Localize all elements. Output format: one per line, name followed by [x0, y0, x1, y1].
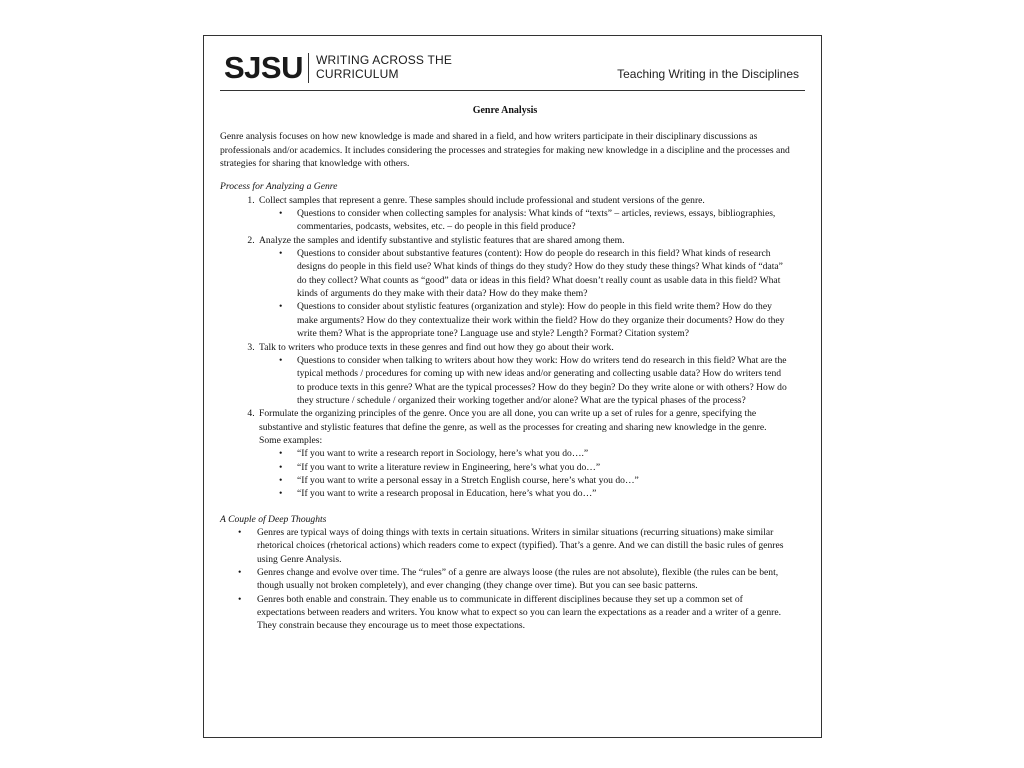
step-bullet-list [259, 207, 790, 234]
document-page [203, 35, 822, 738]
process-steps-list [220, 194, 790, 501]
step-text: Analyze the samples and identify substantive and stylistic features that are shared among them. [259, 234, 625, 246]
process-step [257, 194, 790, 234]
process-step [257, 341, 790, 408]
step-bullet: • Questions to consider about stylistic features (organization and style): How do people in this field write them? How do they make arguments? How do they contextualize their work within the field? How do they organize their documents? How do they write them? What is the appropriate tone? Language use and style? Length? Format? Citation system? [297, 300, 790, 340]
logo-subtitle-line1: WRITING ACROSS THE [316, 53, 453, 67]
logo-divider [308, 53, 309, 83]
header-title: Teaching Writing in the Disciplines [617, 67, 799, 81]
sjsu-logo: SJSU [224, 50, 303, 85]
step-bullet: • Questions to consider when collecting samples for analysis: What kinds of “texts” – articles, reviews, essays, bibliographies, commentaries, podcasts, websites, etc. – do people in this field produce? [297, 207, 790, 234]
step-bullet: • Questions to consider about substantive features (content): How do people do research in this field? What kinds of research designs do people in this field use? What kinds of things do they study? How do they study these things? What kinds of “data” do they collect? What counts as “good” data or ideas in this field? What doesn’t really count as usable data in this field? What kinds of arguments do they make with their data? How do they make them? [297, 247, 790, 300]
step-bullet: • “If you want to write a literature review in Engineering, here’s what you do…” [297, 461, 790, 474]
thought-item: • Genres change and evolve over time. The “rules” of a genre are always loose (the rules are not absolute), flexible (the rules can be bent, though usually not broken completely), and ever changing (they change over time). But you can see basic patterns. [257, 566, 790, 593]
process-step [257, 407, 790, 500]
step-bullet: • “If you want to write a research report in Sociology, here’s what you do….” [297, 447, 790, 460]
header-divider [220, 90, 805, 91]
thoughts-section-title: A Couple of Deep Thoughts [220, 513, 327, 525]
step-bullet: • “If you want to write a personal essay in a Stretch English course, here’s what you do…” [297, 474, 790, 487]
step-bullet: • Questions to consider when talking to writers about how they work: How do writers tend do research in this field? What are the typical methods / procedures for coming up with new ideas and/or generating and collecting usable data? How do writers tend to produce texts in this genre? What are the typical processes? How do they begin? Do they write alone or with others? How do they structure / schedule / organized their working together and/or alone? What are the typical phases of the process? [297, 354, 790, 407]
document-title: Genre Analysis [472, 105, 538, 116]
intro-paragraph: Genre analysis focuses on how new knowledge is made and shared in a field, and how writers participate in their disciplinary discussions as professionals and/or academics. It includes considering the processes and strategies for making new knowledge in a discipline and the processes and strategies for sharing that knowledge with others. [220, 131, 790, 170]
logo-subtitle [316, 53, 452, 81]
step-text: Talk to writers who produce texts in these genres and find out how they go about their work. [259, 341, 614, 353]
page-header [220, 51, 805, 91]
document-body [220, 104, 790, 633]
logo-subtitle-line2: CURRICULUM [316, 67, 399, 81]
process-section-title: Process for Analyzing a Genre [220, 181, 338, 193]
step-bullet-list [259, 247, 790, 340]
thought-item: • Genres both enable and constrain. They enable us to communicate in different disciplines because they set up a common set of expectations between readers and writers. You know what to expect so you can learn the expectations as a reader and a writer of a genre. They constrain because they encourage us to meet those expectations. [257, 593, 790, 633]
step-text: Formulate the organizing principles of the genre. Once you are all done, you can write up a set of rules for a genre, specifying the substantive and stylistic features that define the genre, as well as the processes for creating and sharing new knowledge in the genre. Some examples: [259, 408, 767, 446]
thoughts-list [220, 526, 790, 633]
step-text: Collect samples that represent a genre. These samples should include professional and student versions of the genre. [259, 194, 705, 206]
thought-item: • Genres are typical ways of doing things with texts in certain situations. Writers in similar situations (recurring situations) make similar rhetorical choices (rhetorical actions) which readers come to expect (typified). That’s a genre. And we can distill the basic rules of genres using Genre Analysis. [257, 526, 790, 566]
step-bullet-list [259, 354, 790, 407]
process-step [257, 234, 790, 341]
step-bullet-list [259, 447, 790, 500]
step-bullet: • “If you want to write a research proposal in Education, here’s what you do…” [297, 487, 790, 500]
